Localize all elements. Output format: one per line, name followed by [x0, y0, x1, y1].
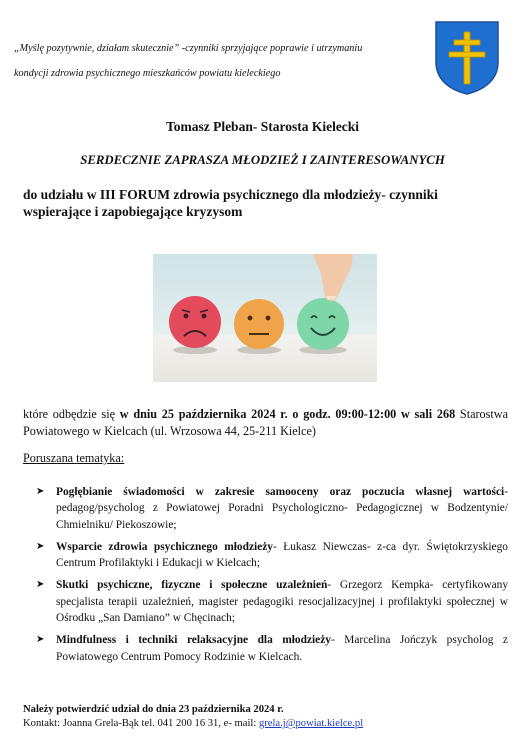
topic-title: Wsparcie zdrowia psychicznego młodzieży	[56, 540, 273, 553]
topics-heading: Poruszana tematyka:	[23, 451, 125, 465]
invitation-headline: SERDECZNIE ZAPRASZA MŁODZIEŻ I ZAINTERESOWANYCH	[80, 153, 445, 167]
topic-speaker: - Łukasz Niewczas- z-ca dyr. Świętokrzyskiego Centrum Profilaktyki i Edukacji w Kielcach;	[56, 540, 508, 570]
event-date-time-room: w dniu 25 października 2024 r. o godz. 09:00-12:00 w sali 268	[119, 407, 456, 421]
arrow-bullet-icon: ➤	[36, 486, 45, 497]
event-details	[23, 406, 508, 440]
header-slogan-line1: „Myślę pozytywnie, działam skutecznie” -czynniki sprzyjające poprawie i utrzymaniu	[14, 43, 363, 54]
list-item	[23, 539, 508, 572]
topic-title: Mindfulness i techniki relaksacyjne dla młodzieży	[56, 634, 331, 647]
topic-speaker: - Marcelina Jończyk psycholog z Powiatowego Centrum Pomocy Rodzinie w Kielcach.	[56, 634, 508, 663]
topic-title: Pogłębianie świadomości w zakresie samooceny oraz poczucia własnej wartości	[56, 486, 505, 498]
emotion-faces-image	[153, 254, 377, 382]
topics-list	[23, 484, 508, 671]
event-venue: Starostwa Powiatowego w Kielcach (ul. Wrzosowa 44, 25-211 Kielce)	[23, 407, 508, 438]
topic-title: Skutki psychiczne, fizyczne i społeczne uzależnień	[56, 579, 328, 592]
contact-email-link[interactable]: grela.j@powiat.kielce.pl	[258, 718, 364, 729]
rsvp-deadline: Należy potwierdzić udział do dnia 23 października 2024 r.	[23, 704, 284, 715]
arrow-bullet-icon: ➤	[36, 579, 45, 591]
footer	[23, 703, 508, 731]
contact-text: Kontakt: Joanna Grela-Bąk tel. 041 200 16 31, e- mail:	[23, 718, 259, 729]
organizer-name: Tomasz Pleban- Starosta Kielecki	[165, 119, 360, 134]
list-item	[23, 577, 508, 626]
event-intro: które odbędzie się	[23, 407, 120, 421]
list-item	[23, 632, 508, 665]
county-crest-icon	[434, 20, 500, 96]
header-slogan-line2: kondycji zdrowia psychicznego mieszkańców powiatu kieleckiego	[14, 68, 281, 79]
forum-title: do udziału w III FORUM zdrowia psychicznego dla młodzieży- czynniki wspierające i zapobiegające kryzysom	[23, 187, 438, 219]
header-slogan	[14, 36, 414, 86]
contact-line	[23, 717, 508, 731]
arrow-bullet-icon: ➤	[36, 540, 45, 552]
topic-speaker: - Grzegorz Kempka- certyfikowany specjalista terapii uzależnień, magister pedagogiki resocjalizacyjnej i profilaktyki społecznej w Ośrodku „San Damiano” w Chęcinach;	[56, 579, 509, 625]
topic-speaker: - pedagog/psycholog z Powiatowej Poradni Psychologiczno- Pedagogicznej w Bodzentynie/ Chmielniku/ Piekoszowie;	[56, 486, 508, 531]
arrow-bullet-icon: ➤	[36, 634, 45, 646]
list-item	[23, 484, 508, 533]
